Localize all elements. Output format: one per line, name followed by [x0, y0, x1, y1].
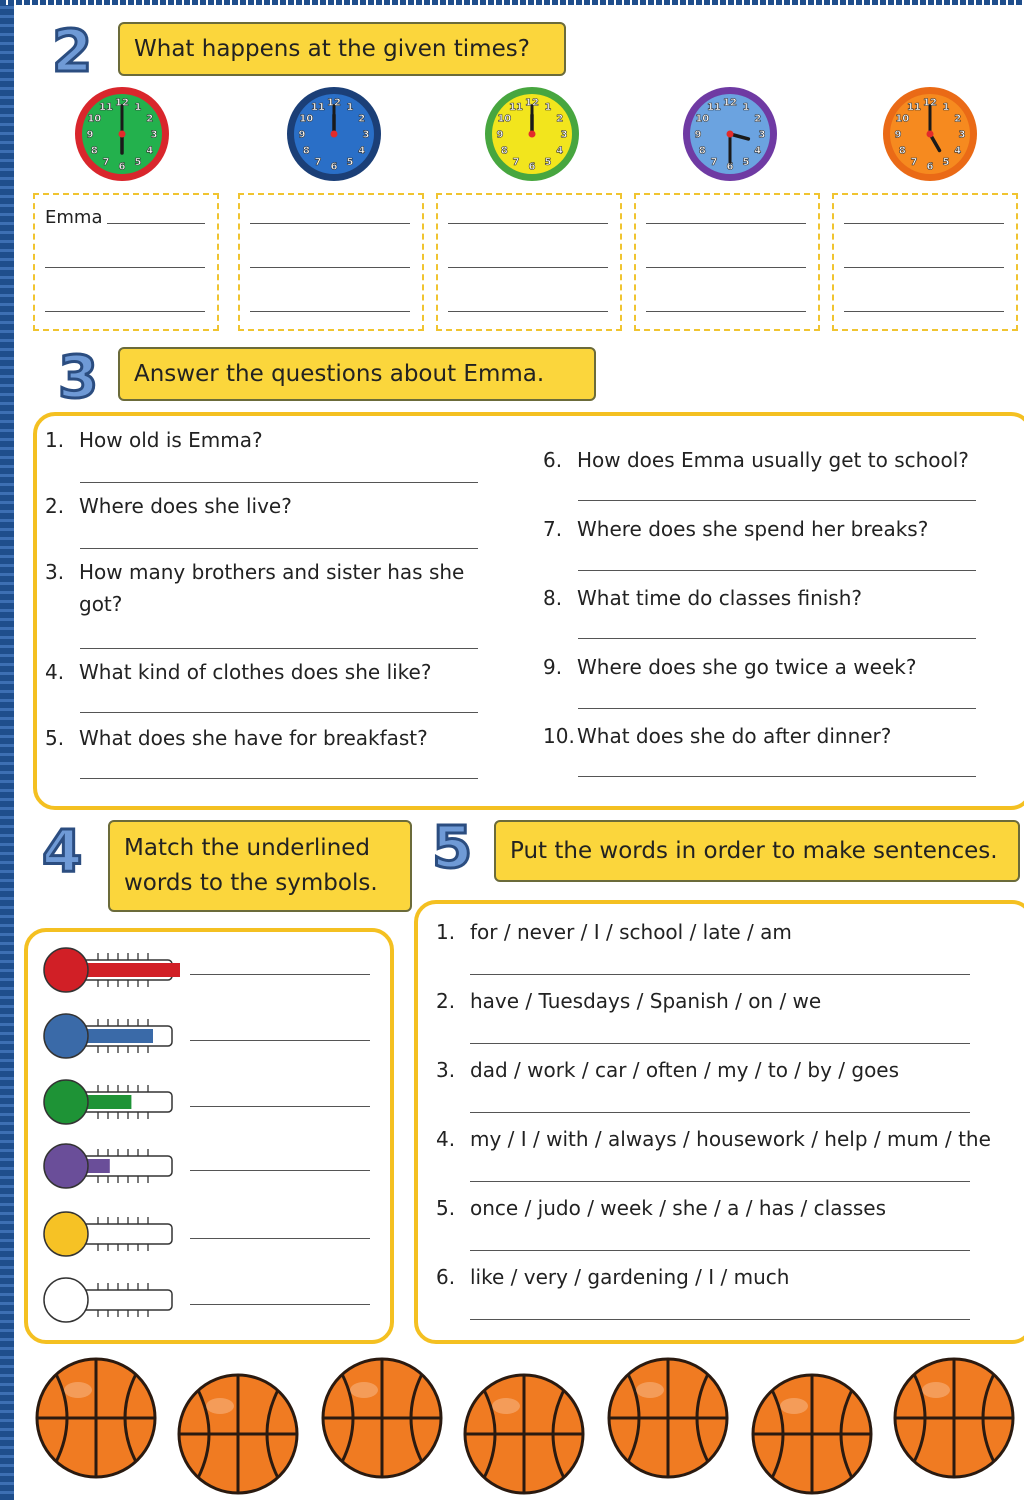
question-number: 7.	[543, 517, 563, 541]
svg-text:10: 10	[87, 113, 102, 125]
svg-text:1: 1	[942, 101, 950, 113]
svg-text:10: 10	[695, 113, 710, 125]
section-number-2: 2	[52, 17, 93, 85]
answer-box[interactable]	[238, 193, 424, 331]
question-item	[543, 651, 916, 683]
section4-title	[108, 820, 412, 912]
sentence-words: have / Tuesdays / Spanish / on / we	[470, 989, 822, 1013]
answer-line[interactable]	[250, 267, 410, 268]
question-text: How old is Emma?	[79, 428, 263, 452]
basketball-icon	[176, 1372, 300, 1496]
question-number: 1.	[45, 428, 65, 452]
answer-line[interactable]	[190, 974, 370, 975]
answer-line[interactable]	[107, 223, 205, 224]
svg-text:4: 4	[556, 145, 564, 157]
question-number: 8.	[543, 586, 563, 610]
answer-line[interactable]	[80, 548, 478, 549]
basketball-icon	[892, 1356, 1016, 1480]
svg-text:12: 12	[923, 97, 937, 109]
sentence-number: 4.	[436, 1127, 456, 1151]
answer-line[interactable]	[578, 776, 976, 777]
question-item	[543, 444, 969, 476]
sentence-words: my / I / with / always / housework / help / mum / the	[470, 1127, 991, 1151]
sentence-number: 1.	[436, 920, 456, 944]
svg-text:1: 1	[346, 101, 354, 113]
section-number-5: 5	[432, 813, 473, 881]
svg-text:8: 8	[898, 145, 906, 157]
question-text: How many brothers and sister has she	[79, 560, 465, 584]
svg-text:3: 3	[362, 129, 370, 141]
svg-text:12: 12	[723, 97, 737, 109]
question-item	[45, 424, 263, 456]
question-text-cont: got?	[79, 592, 123, 616]
sentence-number: 2.	[436, 989, 456, 1013]
answer-line[interactable]	[470, 1250, 970, 1251]
svg-text:2: 2	[146, 113, 154, 125]
sentence-words: like / very / gardening / I / much	[470, 1265, 790, 1289]
answer-line[interactable]	[470, 1319, 970, 1320]
svg-text:6: 6	[926, 161, 934, 173]
svg-text:12: 12	[525, 97, 539, 109]
svg-text:10: 10	[497, 113, 512, 125]
answer-line[interactable]	[578, 638, 976, 639]
svg-text:7: 7	[710, 157, 718, 169]
svg-text:7: 7	[102, 157, 110, 169]
answer-line[interactable]	[470, 1112, 970, 1113]
svg-text:10: 10	[299, 113, 314, 125]
sentence-item	[436, 1054, 899, 1086]
svg-text:8: 8	[500, 145, 508, 157]
svg-text:4: 4	[358, 145, 366, 157]
answer-line[interactable]	[578, 570, 976, 571]
clock-icon	[284, 84, 384, 184]
question-item	[45, 722, 428, 754]
svg-text:11: 11	[99, 101, 113, 113]
svg-text:8: 8	[698, 145, 706, 157]
question-number: 5.	[45, 726, 65, 750]
svg-text:6: 6	[528, 161, 536, 173]
thermometer-icon	[40, 1010, 180, 1062]
svg-text:11: 11	[509, 101, 523, 113]
answer-line[interactable]	[80, 648, 478, 649]
basketball-icon	[320, 1356, 444, 1480]
svg-text:5: 5	[942, 157, 950, 169]
answer-line[interactable]	[190, 1040, 370, 1041]
answer-line[interactable]	[190, 1106, 370, 1107]
svg-text:10: 10	[895, 113, 910, 125]
svg-text:3: 3	[560, 129, 568, 141]
section4-title-line1: Match the underlined	[124, 835, 371, 861]
svg-text:6: 6	[726, 161, 734, 173]
question-number: 10.	[543, 724, 575, 748]
sentence-number: 5.	[436, 1196, 456, 1220]
svg-text:2: 2	[954, 113, 962, 125]
sentence-words: once / judo / week / she / a / has / classes	[470, 1196, 887, 1220]
answer-line[interactable]	[45, 267, 205, 268]
answer-box[interactable]	[634, 193, 820, 331]
svg-text:9: 9	[496, 129, 504, 141]
thermometer-icon	[40, 1274, 180, 1326]
question-text: What kind of clothes does she like?	[79, 660, 432, 684]
question-text: Where does she go twice a week?	[577, 655, 917, 679]
thermometer-icon	[40, 1140, 180, 1192]
question-text: Where does she live?	[79, 494, 292, 518]
answer-line[interactable]	[470, 1043, 970, 1044]
svg-text:7: 7	[314, 157, 322, 169]
answer-line[interactable]	[190, 1304, 370, 1305]
svg-text:9: 9	[86, 129, 94, 141]
question-number: 2.	[45, 494, 65, 518]
basketball-icon	[462, 1372, 586, 1496]
answer-line[interactable]	[190, 1238, 370, 1239]
answer-line[interactable]	[80, 482, 478, 483]
svg-text:1: 1	[544, 101, 552, 113]
clock-icon	[880, 84, 980, 184]
question-item	[543, 513, 928, 545]
svg-text:1: 1	[134, 101, 142, 113]
svg-text:11: 11	[907, 101, 921, 113]
answer-line[interactable]	[190, 1170, 370, 1171]
answer-line[interactable]	[470, 974, 970, 975]
sentence-item	[436, 1123, 991, 1155]
answer-line[interactable]	[646, 267, 806, 268]
svg-text:9: 9	[298, 129, 306, 141]
answer-line[interactable]	[250, 223, 410, 224]
answer-line[interactable]	[844, 267, 1004, 268]
answer-line[interactable]	[646, 311, 806, 312]
question-item	[543, 720, 891, 752]
sentence-number: 3.	[436, 1058, 456, 1082]
thermometer-icon	[40, 1076, 180, 1128]
svg-text:6: 6	[330, 161, 338, 173]
answer-line[interactable]	[578, 500, 976, 501]
section-number-3: 3	[58, 343, 99, 411]
svg-text:4: 4	[146, 145, 154, 157]
question-item	[45, 490, 292, 522]
page-border-top	[0, 0, 1024, 5]
question-text: What does she have for breakfast?	[79, 726, 428, 750]
answer-line[interactable]	[844, 223, 1004, 224]
svg-text:5: 5	[742, 157, 750, 169]
svg-text:3: 3	[958, 129, 966, 141]
svg-text:5: 5	[346, 157, 354, 169]
svg-text:2: 2	[358, 113, 366, 125]
section2-title: What happens at the given times?	[118, 22, 566, 76]
section5-title: Put the words in order to make sentences.	[494, 820, 1020, 882]
answer-box[interactable]	[436, 193, 622, 331]
answer-line[interactable]	[448, 267, 608, 268]
svg-text:12: 12	[327, 97, 341, 109]
svg-text:3: 3	[150, 129, 158, 141]
sentence-item	[436, 916, 792, 948]
section4-title-line2: words to the symbols.	[124, 870, 378, 896]
question-text: How does Emma usually get to school?	[577, 448, 969, 472]
question-number: 3.	[45, 560, 65, 584]
question-item	[45, 556, 464, 620]
sentence-number: 6.	[436, 1265, 456, 1289]
question-text: Where does she spend her breaks?	[577, 517, 929, 541]
svg-text:3: 3	[758, 129, 766, 141]
basketball-icon	[606, 1356, 730, 1480]
clock-icon	[680, 84, 780, 184]
svg-text:5: 5	[134, 157, 142, 169]
svg-text:12: 12	[115, 97, 129, 109]
svg-text:9: 9	[694, 129, 702, 141]
answer-line[interactable]	[470, 1181, 970, 1182]
answer-box[interactable]	[832, 193, 1018, 331]
section3-title: Answer the questions about Emma.	[118, 347, 596, 401]
section-number-4: 4	[42, 817, 83, 885]
answer-line[interactable]	[80, 778, 478, 779]
sentence-words: dad / work / car / often / my / to / by / goes	[470, 1058, 900, 1082]
answer-line[interactable]	[844, 311, 1004, 312]
svg-text:4: 4	[954, 145, 962, 157]
sentence-words: for / never / I / school / late / am	[470, 920, 792, 944]
student-name: Emma	[45, 207, 103, 228]
svg-text:2: 2	[556, 113, 564, 125]
question-item	[45, 656, 431, 688]
answer-line[interactable]	[448, 311, 608, 312]
svg-text:9: 9	[894, 129, 902, 141]
sentence-item	[436, 1261, 789, 1293]
answer-box[interactable]	[33, 193, 219, 331]
clock-icon	[482, 84, 582, 184]
question-number: 4.	[45, 660, 65, 684]
thermometer-icon	[40, 1208, 180, 1260]
sentence-item	[436, 1192, 886, 1224]
svg-text:2: 2	[754, 113, 762, 125]
question-item	[543, 582, 862, 614]
basketball-icon	[750, 1372, 874, 1496]
question-number: 6.	[543, 448, 563, 472]
answer-line[interactable]	[448, 223, 608, 224]
question-text: What time do classes finish?	[577, 586, 863, 610]
svg-text:1: 1	[742, 101, 750, 113]
svg-text:6: 6	[118, 161, 126, 173]
svg-text:7: 7	[910, 157, 918, 169]
svg-text:11: 11	[707, 101, 721, 113]
question-text: What does she do after dinner?	[577, 724, 892, 748]
svg-text:7: 7	[512, 157, 520, 169]
sentence-item	[436, 985, 821, 1017]
svg-text:4: 4	[754, 145, 762, 157]
question-number: 9.	[543, 655, 563, 679]
thermometer-icon	[40, 944, 180, 996]
svg-text:8: 8	[302, 145, 310, 157]
answer-line[interactable]	[646, 223, 806, 224]
answer-line[interactable]	[80, 712, 478, 713]
answer-line[interactable]	[250, 311, 410, 312]
page-border-left	[0, 0, 14, 1500]
svg-text:5: 5	[544, 157, 552, 169]
basketball-icon	[34, 1356, 158, 1480]
svg-text:8: 8	[90, 145, 98, 157]
clock-icon	[72, 84, 172, 184]
answer-line[interactable]	[45, 311, 205, 312]
answer-line[interactable]	[578, 708, 976, 709]
svg-text:11: 11	[311, 101, 325, 113]
